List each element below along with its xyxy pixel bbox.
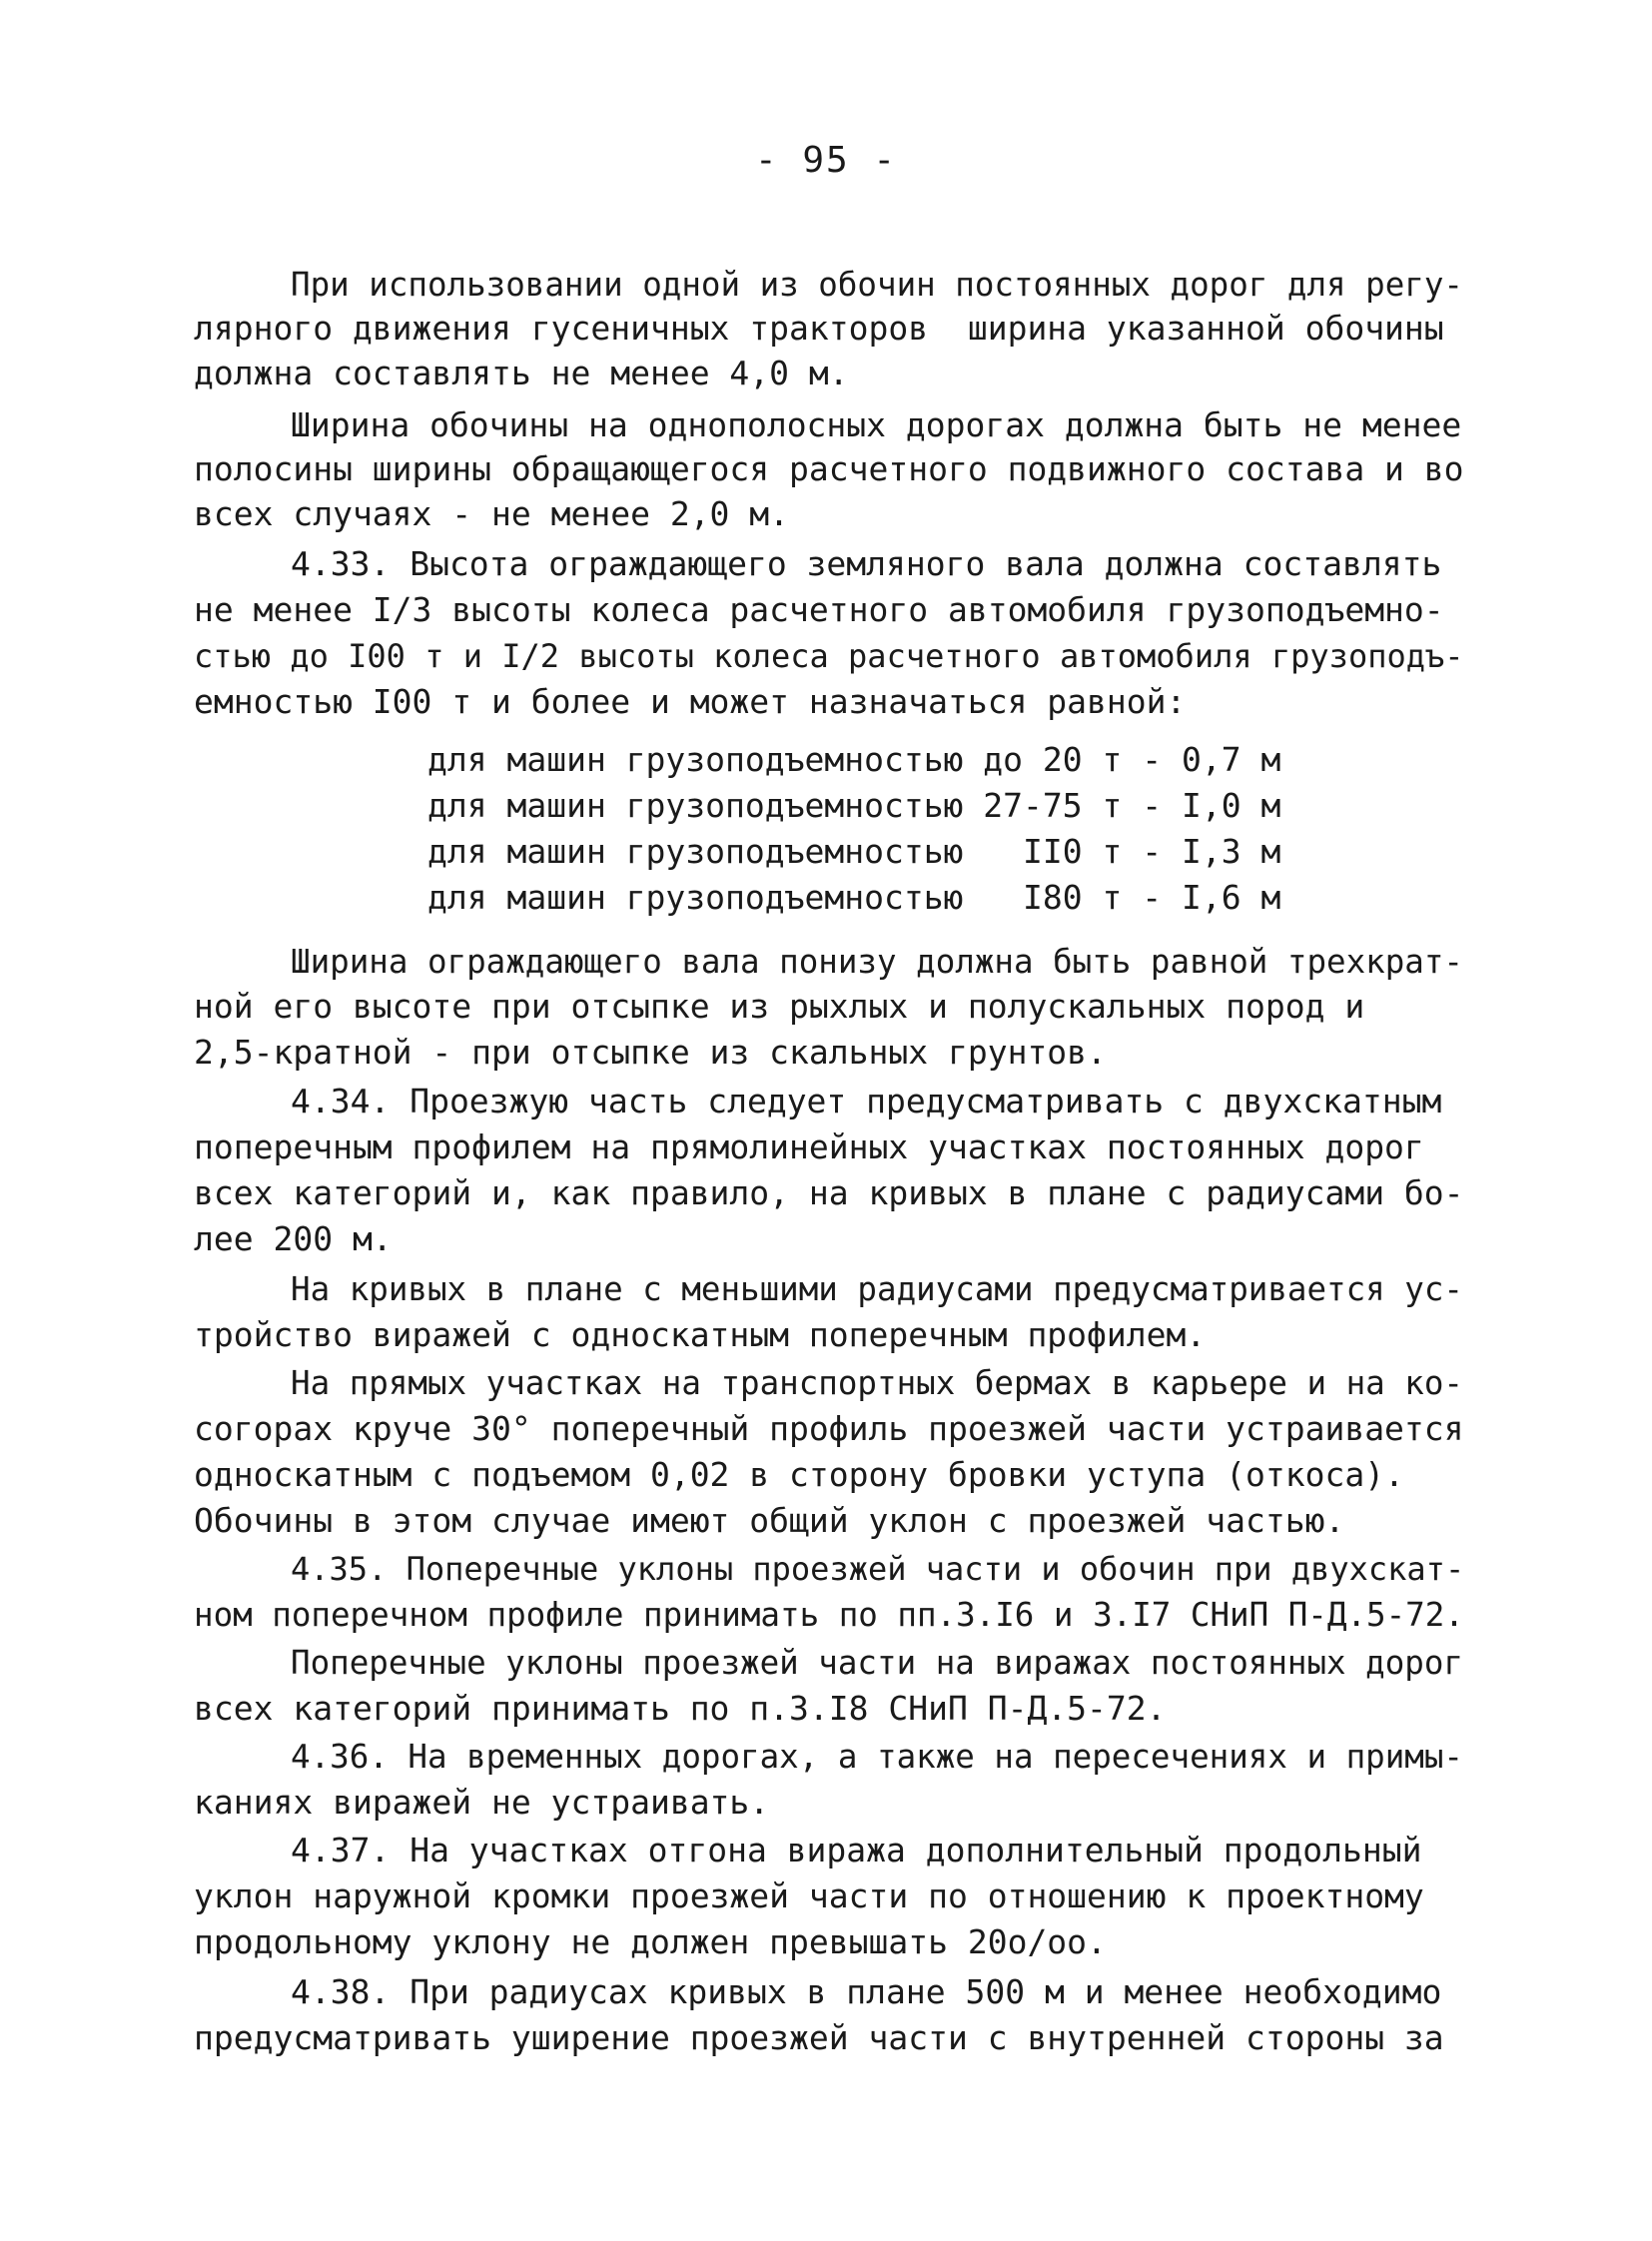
text-line: лее 200 м. <box>194 1219 393 1258</box>
text-line: всех категорий принимать по п.3.I8 СНиП П-Д.5-72. <box>194 1689 1167 1728</box>
text-line: При использовании одной из обочин постоянных дорог для регу- <box>291 266 1463 304</box>
text-line: Ширина обочины на однополосных дорогах должна быть не менее <box>291 405 1462 444</box>
text-line: не менее I/3 высоты колеса расчетного автомобиля грузоподъемно- <box>194 590 1444 629</box>
text-line: согорах круче 30° поперечный профиль проезжей части устраивается <box>194 1409 1464 1448</box>
text-line: тройство виражей с односкатным поперечным профилем. <box>194 1315 1207 1354</box>
text-line: каниях виражей не устраивать. <box>194 1783 770 1822</box>
text-line: Ширина ограждающего вала понизу должна быть равной трехкрат- <box>291 943 1463 981</box>
text-line: односкатным с подъемом 0,02 в сторону бровки уступа (откоса). <box>194 1455 1404 1494</box>
text-line: На кривых в плане с меньшими радиусами предусматривается ус- <box>291 1270 1463 1308</box>
text-line: ном поперечном профиле принимать по пп.3.I6 и 3.I7 СНиП П-Д.5-72. <box>194 1596 1464 1634</box>
text-line: 4.33. Высота ограждающего земляного вала должна составлять <box>291 544 1442 583</box>
text-line: 4.34. Проезжую часть следует предусматривать с двухскатным <box>291 1082 1442 1120</box>
text-line: поперечным профилем на прямолинейных участках постоянных дорог <box>194 1127 1424 1166</box>
text-line: 4.35. Поперечные уклоны проезжей части и обочин при двухскат- <box>291 1550 1465 1588</box>
text-line: стью до I00 т и I/2 высоты колеса расчетного автомобиля грузоподъ- <box>194 637 1464 675</box>
text-line: всех случаях - не менее 2,0 м. <box>194 494 790 533</box>
text-line: 2,5-кратной - при отсыпке из скальных грунтов. <box>194 1033 1107 1072</box>
text-line: уклон наружной кромки проезжей части по отношению к проектному <box>194 1876 1424 1915</box>
text-line: всех категорий и, как правило, на кривых в плане с радиусами бо- <box>194 1173 1464 1212</box>
text-line: Обочины в этом случае имеют общий уклон с проезжей частью. <box>194 1501 1345 1540</box>
text-line: емностью I00 т и более и может назначаться равной: <box>194 682 1187 721</box>
page-number: - 95 - <box>754 140 898 181</box>
text-line: продольному уклону не должен превышать 20о/оо. <box>194 1922 1107 1961</box>
capacity-list-item: для машин грузоподъемностью 27-75 т - I,0 м <box>427 786 1281 825</box>
text-line: должна составлять не менее 4,0 м. <box>194 354 849 392</box>
text-line: 4.36. На временных дорогах, а также на пересечениях и примы- <box>291 1738 1463 1776</box>
capacity-list-item: для машин грузоподъемностью I80 т - I,6 м <box>427 878 1281 917</box>
text-line: Поперечные уклоны проезжей части на виражах постоянных дорог <box>291 1644 1463 1682</box>
text-line: полосины ширины обращающегося расчетного подвижного состава и во <box>194 449 1464 488</box>
capacity-list-item: для машин грузоподъемностью II0 т - I,3 м <box>427 832 1281 871</box>
text-line: ной его высоте при отсыпке из рыхлых и полускальных пород и <box>194 987 1365 1026</box>
text-line: 4.38. При радиусах кривых в плане 500 м и менее необходимо <box>291 1972 1442 2011</box>
text-line: 4.37. На участках отгона виража дополнительный продольный <box>291 1831 1422 1869</box>
text-line: На прямых участках на транспортных бермах в карьере и на ко- <box>291 1364 1463 1402</box>
text-line: лярного движения гусеничных тракторов ширина указанной обочины <box>194 309 1444 348</box>
capacity-list-item: для машин грузоподъемностью до 20 т - 0,7 м <box>427 740 1281 779</box>
text-line: предусматривать уширение проезжей части с внутренней стороны за <box>194 2018 1444 2057</box>
